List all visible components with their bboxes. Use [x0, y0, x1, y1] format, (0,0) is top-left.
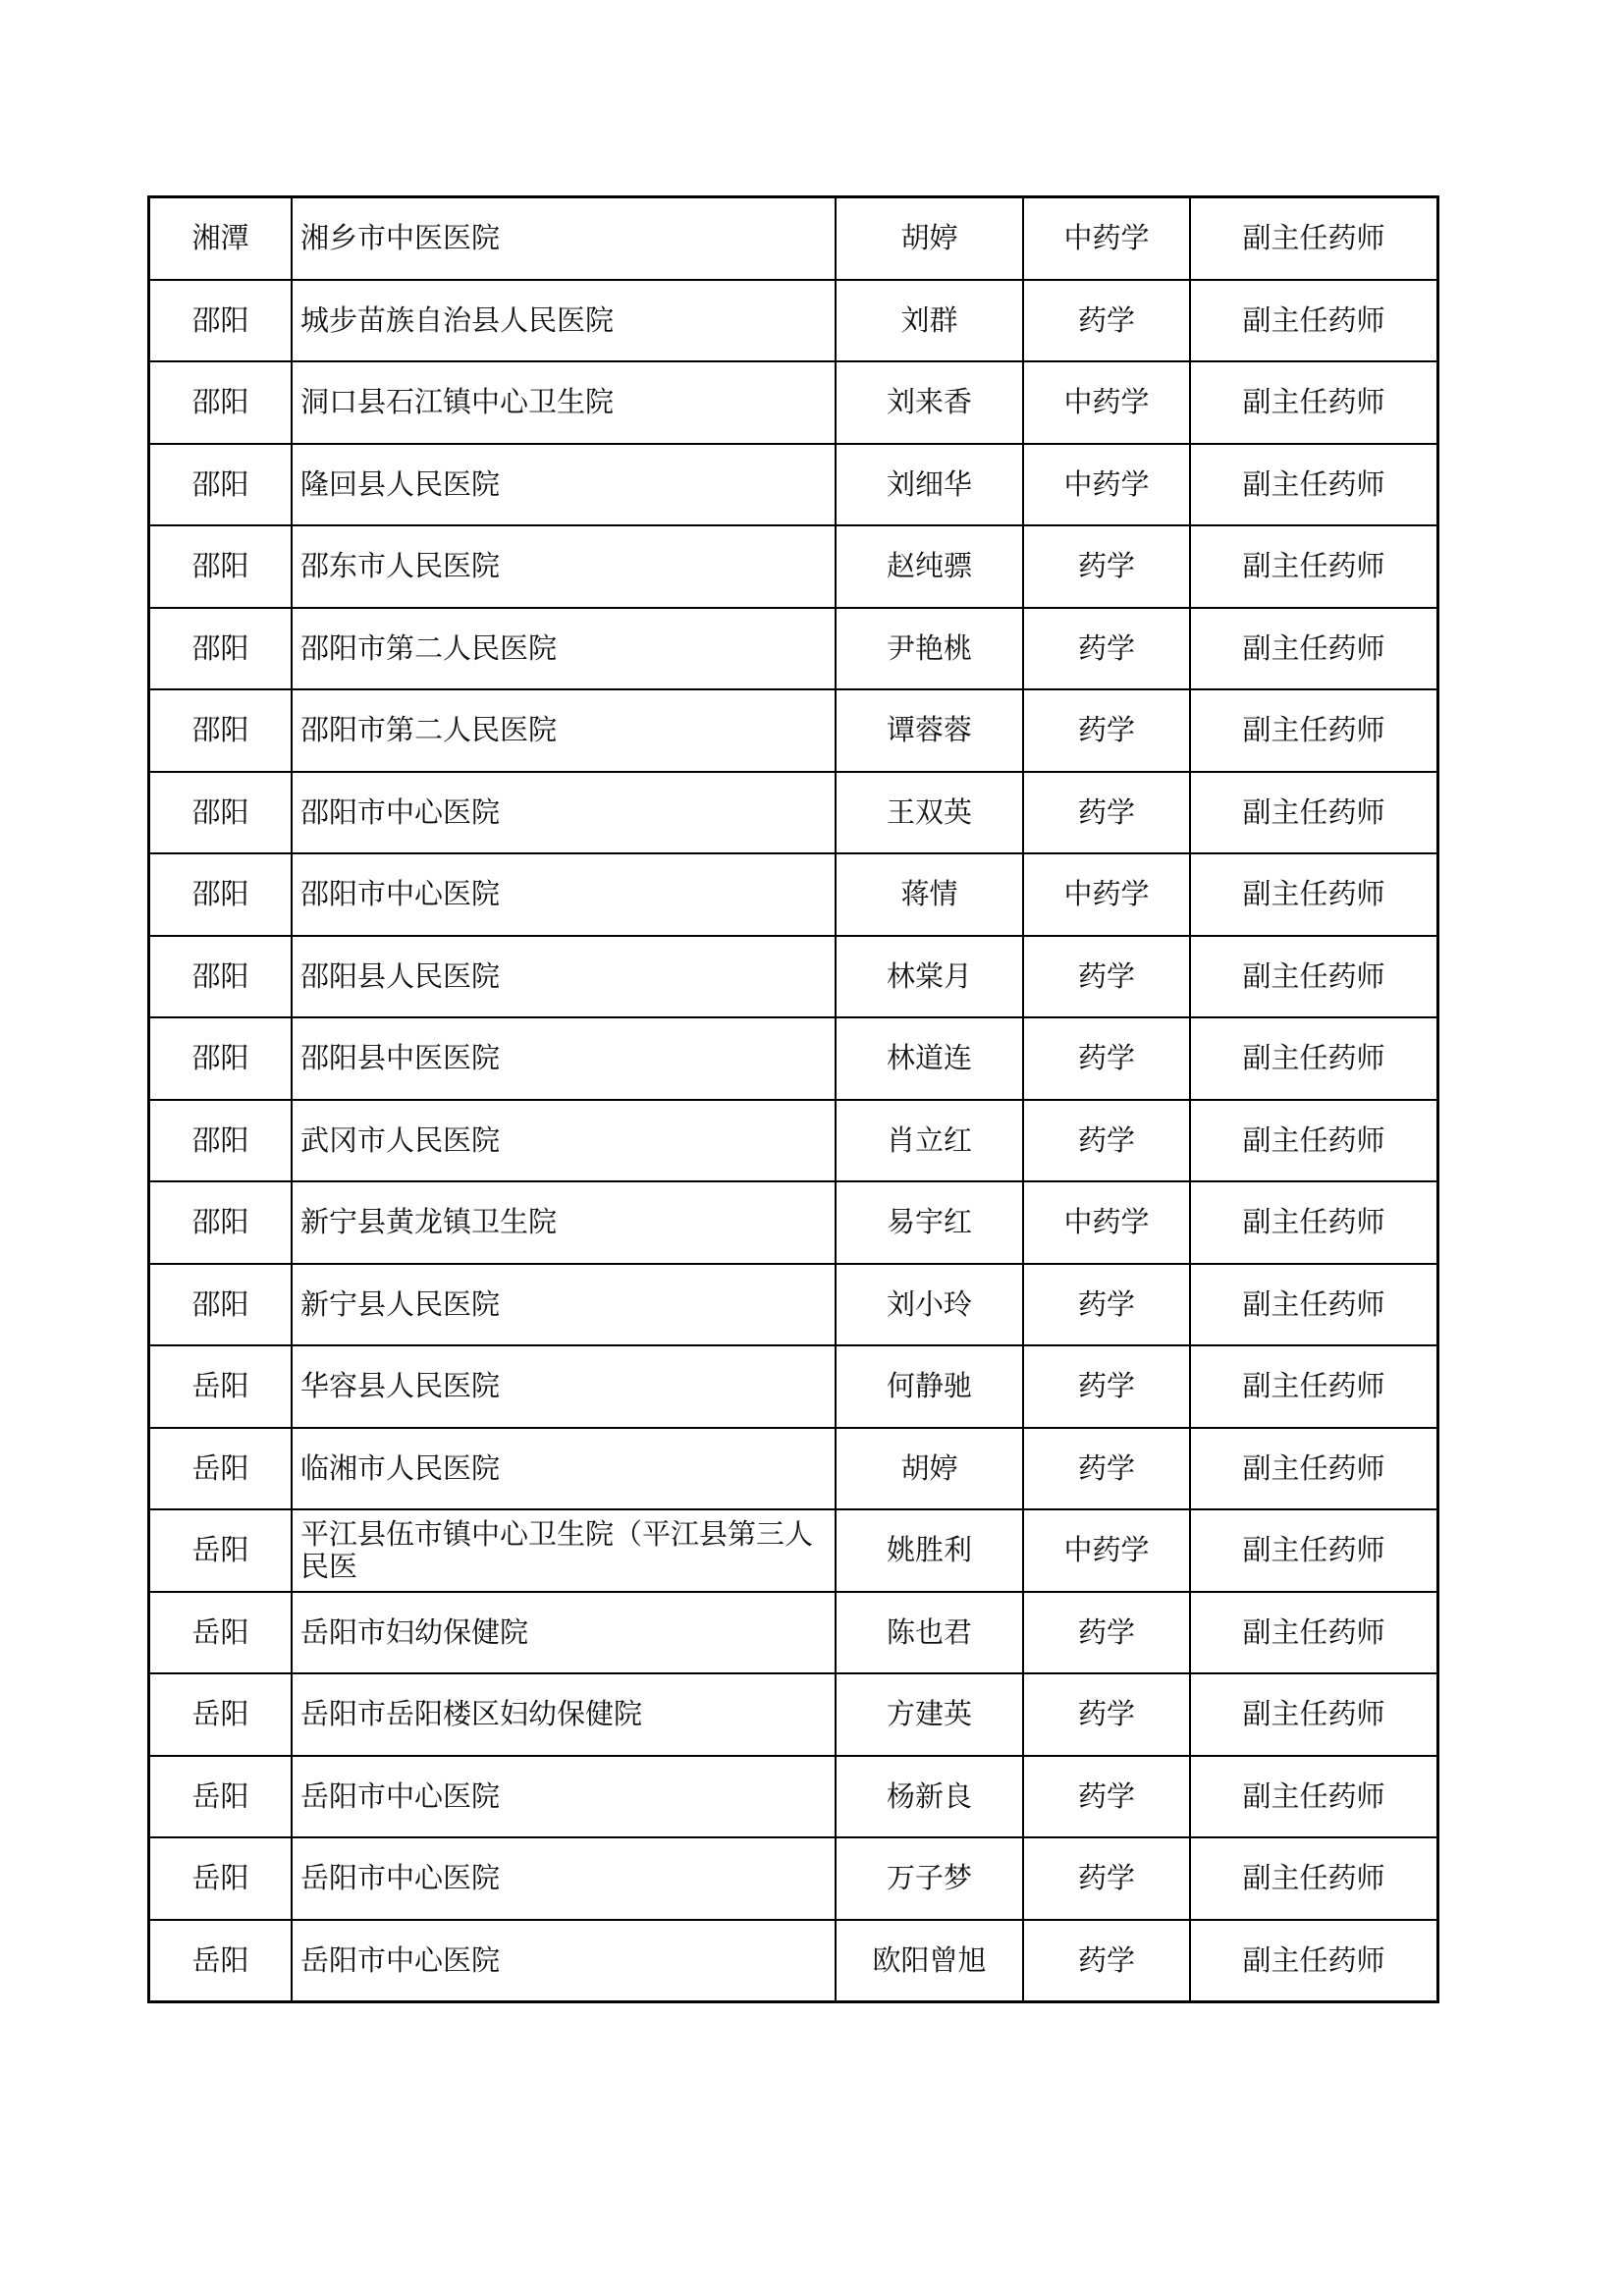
city-cell: 邵阳 [149, 361, 293, 444]
table-row [149, 1100, 1438, 1182]
professional-title-cell: 副主任药师 [1190, 1100, 1438, 1182]
person-name-cell: 刘来香 [836, 361, 1023, 444]
person-name-cell: 蒋情 [836, 853, 1023, 936]
city-cell: 邵阳 [149, 608, 293, 690]
professional-title-cell: 副主任药师 [1190, 936, 1438, 1018]
professional-title-cell: 副主任药师 [1190, 280, 1438, 362]
professional-title-cell: 副主任药师 [1190, 853, 1438, 936]
person-name-cell: 林道连 [836, 1017, 1023, 1100]
roster-table [147, 195, 1439, 2003]
table-row [149, 853, 1438, 936]
city-cell: 岳阳 [149, 1428, 293, 1510]
table-row [149, 1509, 1438, 1592]
specialty-cell: 药学 [1023, 525, 1190, 608]
professional-title-cell: 副主任药师 [1190, 444, 1438, 526]
city-cell: 邵阳 [149, 280, 293, 362]
person-name-cell: 赵纯骠 [836, 525, 1023, 608]
person-name-cell: 何静驰 [836, 1345, 1023, 1428]
institution-cell: 华容县人民医院 [292, 1345, 836, 1428]
institution-cell: 岳阳市岳阳楼区妇幼保健院 [292, 1673, 836, 1756]
person-name-cell: 万子梦 [836, 1837, 1023, 1920]
institution-cell: 临湘市人民医院 [292, 1428, 836, 1510]
table-row [149, 444, 1438, 526]
city-cell: 邵阳 [149, 689, 293, 772]
person-name-cell: 胡婷 [836, 1428, 1023, 1510]
person-name-cell: 欧阳曾旭 [836, 1920, 1023, 2002]
institution-cell: 邵阳市第二人民医院 [292, 689, 836, 772]
city-cell: 邵阳 [149, 525, 293, 608]
institution-cell: 邵阳县中医医院 [292, 1017, 836, 1100]
city-cell: 岳阳 [149, 1920, 293, 2002]
institution-cell: 洞口县石江镇中心卫生院 [292, 361, 836, 444]
specialty-cell: 药学 [1023, 1837, 1190, 1920]
professional-title-cell: 副主任药师 [1190, 1428, 1438, 1510]
person-name-cell: 刘细华 [836, 444, 1023, 526]
specialty-cell: 中药学 [1023, 361, 1190, 444]
specialty-cell: 药学 [1023, 689, 1190, 772]
institution-cell: 岳阳市中心医院 [292, 1920, 836, 2002]
institution-cell: 新宁县人民医院 [292, 1264, 836, 1346]
specialty-cell: 中药学 [1023, 1181, 1190, 1264]
person-name-cell: 方建英 [836, 1673, 1023, 1756]
table-row [149, 1837, 1438, 1920]
specialty-cell: 中药学 [1023, 197, 1190, 280]
specialty-cell: 药学 [1023, 1673, 1190, 1756]
specialty-cell: 药学 [1023, 1592, 1190, 1674]
professional-title-cell: 副主任药师 [1190, 1264, 1438, 1346]
city-cell: 邵阳 [149, 936, 293, 1018]
professional-title-cell: 副主任药师 [1190, 1920, 1438, 2002]
specialty-cell: 药学 [1023, 280, 1190, 362]
specialty-cell: 药学 [1023, 1920, 1190, 2002]
person-name-cell: 杨新良 [836, 1756, 1023, 1838]
specialty-cell: 药学 [1023, 772, 1190, 854]
table-row [149, 1345, 1438, 1428]
professional-title-cell: 副主任药师 [1190, 1837, 1438, 1920]
city-cell: 岳阳 [149, 1837, 293, 1920]
specialty-cell: 药学 [1023, 1017, 1190, 1100]
city-cell: 邵阳 [149, 444, 293, 526]
institution-cell: 岳阳市妇幼保健院 [292, 1592, 836, 1674]
city-cell: 邵阳 [149, 1264, 293, 1346]
city-cell: 邵阳 [149, 853, 293, 936]
person-name-cell: 胡婷 [836, 197, 1023, 280]
table-row [149, 197, 1438, 280]
person-name-cell: 易宇红 [836, 1181, 1023, 1264]
city-cell: 邵阳 [149, 1100, 293, 1182]
person-name-cell: 刘小玲 [836, 1264, 1023, 1346]
person-name-cell: 林棠月 [836, 936, 1023, 1018]
specialty-cell: 药学 [1023, 1345, 1190, 1428]
institution-cell: 湘乡市中医医院 [292, 197, 836, 280]
institution-cell: 平江县伍市镇中心卫生院（平江县第三人民医 [292, 1509, 836, 1592]
specialty-cell: 中药学 [1023, 1509, 1190, 1592]
city-cell: 岳阳 [149, 1592, 293, 1674]
institution-cell: 邵阳市中心医院 [292, 853, 836, 936]
city-cell: 岳阳 [149, 1756, 293, 1838]
city-cell: 邵阳 [149, 772, 293, 854]
table-row [149, 689, 1438, 772]
institution-cell: 武冈市人民医院 [292, 1100, 836, 1182]
institution-cell: 城步苗族自治县人民医院 [292, 280, 836, 362]
table-row [149, 280, 1438, 362]
professional-title-cell: 副主任药师 [1190, 1592, 1438, 1674]
table-row [149, 1428, 1438, 1510]
institution-cell: 岳阳市中心医院 [292, 1837, 836, 1920]
table-row [149, 1592, 1438, 1674]
specialty-cell: 药学 [1023, 608, 1190, 690]
person-name-cell: 刘群 [836, 280, 1023, 362]
professional-title-cell: 副主任药师 [1190, 1756, 1438, 1838]
professional-title-cell: 副主任药师 [1190, 689, 1438, 772]
professional-title-cell: 副主任药师 [1190, 1017, 1438, 1100]
table-row [149, 525, 1438, 608]
table-row [149, 936, 1438, 1018]
institution-cell: 邵阳县人民医院 [292, 936, 836, 1018]
city-cell: 邵阳 [149, 1017, 293, 1100]
city-cell: 邵阳 [149, 1181, 293, 1264]
specialty-cell: 中药学 [1023, 853, 1190, 936]
person-name-cell: 肖立红 [836, 1100, 1023, 1182]
professional-title-cell: 副主任药师 [1190, 1345, 1438, 1428]
institution-cell: 邵阳市第二人民医院 [292, 608, 836, 690]
professional-title-cell: 副主任药师 [1190, 1673, 1438, 1756]
city-cell: 岳阳 [149, 1673, 293, 1756]
city-cell: 岳阳 [149, 1509, 293, 1592]
professional-title-cell: 副主任药师 [1190, 1509, 1438, 1592]
specialty-cell: 中药学 [1023, 444, 1190, 526]
specialty-cell: 药学 [1023, 1264, 1190, 1346]
city-cell: 岳阳 [149, 1345, 293, 1428]
person-name-cell: 陈也君 [836, 1592, 1023, 1674]
professional-title-cell: 副主任药师 [1190, 197, 1438, 280]
table-row [149, 1181, 1438, 1264]
table-row [149, 1920, 1438, 2002]
professional-title-cell: 副主任药师 [1190, 772, 1438, 854]
professional-title-cell: 副主任药师 [1190, 525, 1438, 608]
institution-cell: 隆回县人民医院 [292, 444, 836, 526]
institution-cell: 邵阳市中心医院 [292, 772, 836, 854]
specialty-cell: 药学 [1023, 936, 1190, 1018]
professional-title-cell: 副主任药师 [1190, 608, 1438, 690]
person-name-cell: 姚胜利 [836, 1509, 1023, 1592]
professional-title-cell: 副主任药师 [1190, 361, 1438, 444]
person-name-cell: 谭蓉蓉 [836, 689, 1023, 772]
institution-cell: 邵东市人民医院 [292, 525, 836, 608]
table-row [149, 772, 1438, 854]
city-cell: 湘潭 [149, 197, 293, 280]
professional-title-cell: 副主任药师 [1190, 1181, 1438, 1264]
table-row [149, 1017, 1438, 1100]
table-row [149, 1756, 1438, 1838]
specialty-cell: 药学 [1023, 1100, 1190, 1182]
table-row [149, 361, 1438, 444]
person-name-cell: 尹艳桃 [836, 608, 1023, 690]
table-row [149, 1673, 1438, 1756]
table-row [149, 608, 1438, 690]
specialty-cell: 药学 [1023, 1756, 1190, 1838]
roster-table-body [149, 197, 1438, 2002]
institution-cell: 新宁县黄龙镇卫生院 [292, 1181, 836, 1264]
institution-cell: 岳阳市中心医院 [292, 1756, 836, 1838]
person-name-cell: 王双英 [836, 772, 1023, 854]
specialty-cell: 药学 [1023, 1428, 1190, 1510]
table-row [149, 1264, 1438, 1346]
